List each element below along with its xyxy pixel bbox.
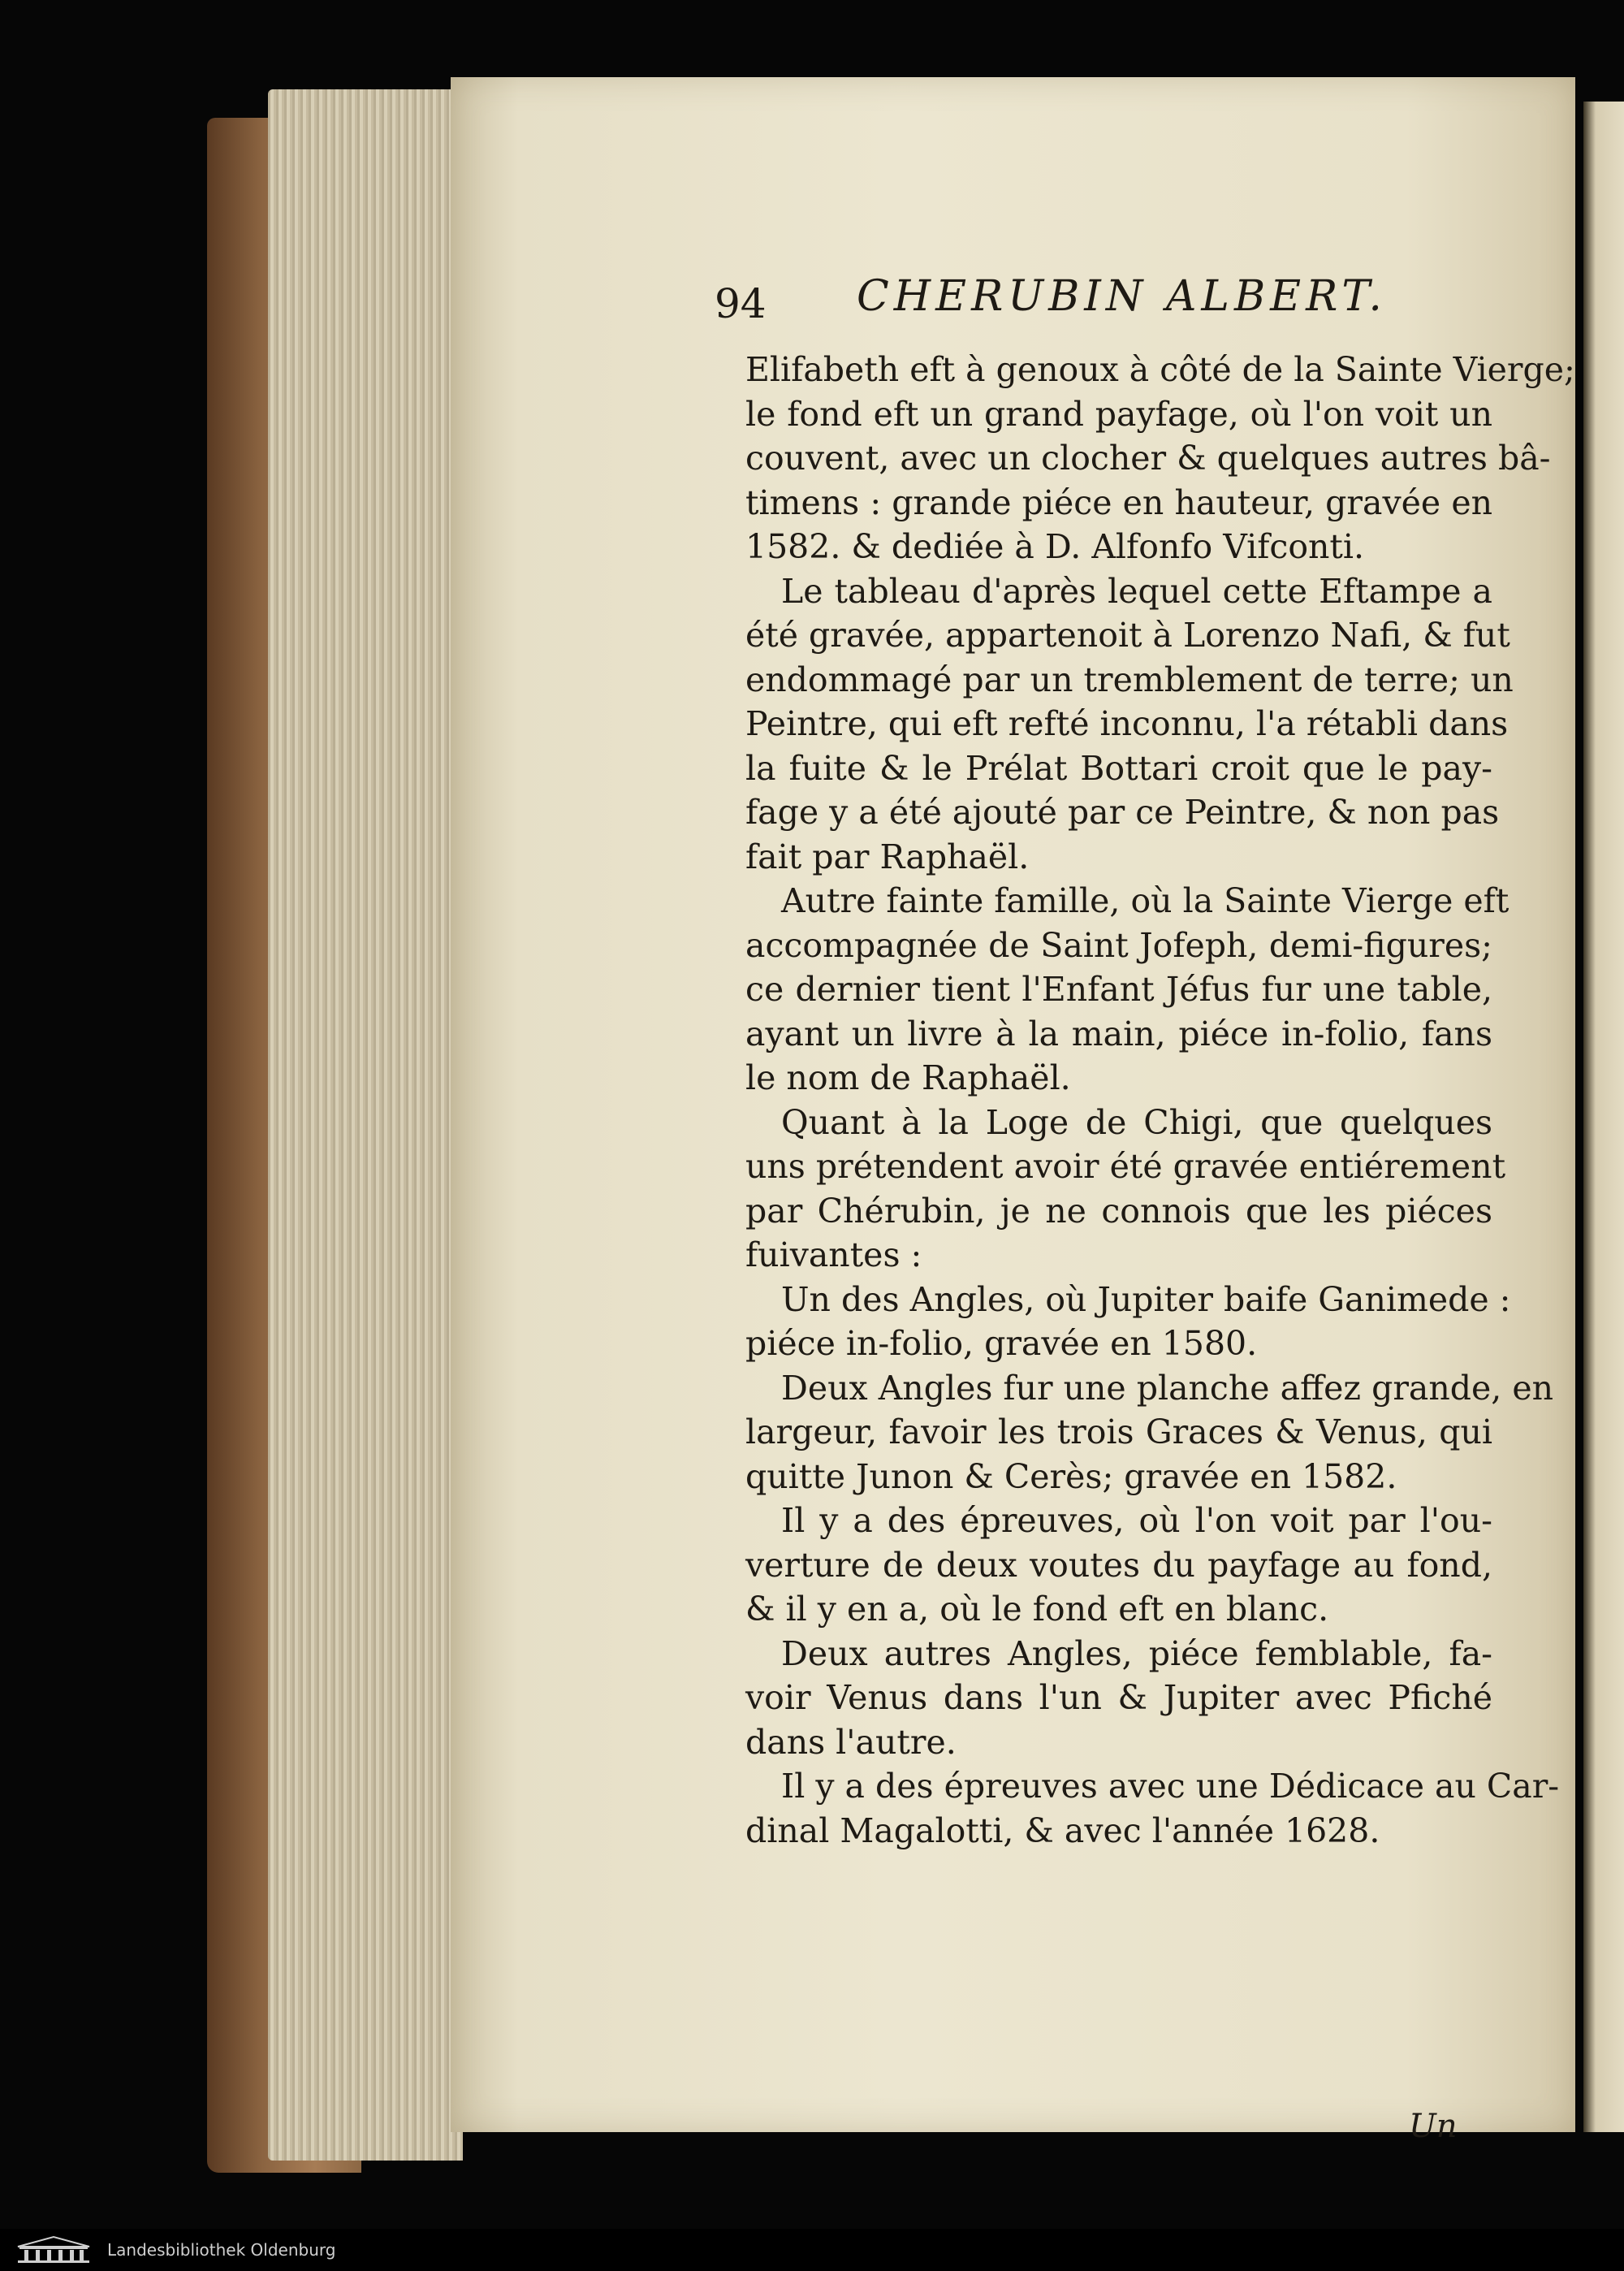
catchword: Un: [1409, 2108, 1458, 2145]
text-line: piéce in-folio, gravée en 1580.: [745, 1324, 1258, 1363]
text-line: uns prétendent avoir été gravée entiérement: [745, 1147, 1506, 1186]
text-line: Il y a des épreuves avec une Dédicace au Car-: [781, 1767, 1560, 1806]
text-line: le fond eft un grand payfage, où l'on voit un: [745, 394, 1492, 434]
text-line: le nom de Raphaël.: [745, 1058, 1071, 1097]
text-line: Autre fainte famille, où la Sainte Vierge eft: [781, 881, 1510, 920]
text-line: 1582. & dediée à D. Alfonfo Vifconti.: [745, 527, 1365, 566]
text-line: par Chérubin, je ne connois que les piéces: [745, 1191, 1492, 1231]
text-line: Quant à la Loge de Chigi, que quelques: [781, 1102, 1492, 1142]
text-line: largeur, favoir les trois Graces & Venus, qui: [745, 1412, 1492, 1451]
library-building-icon: [15, 2235, 93, 2265]
text-line: Peintre, qui eft refté inconnu, l'a rétabli dans: [745, 704, 1509, 743]
text-line: verture de deux voutes du payfage au fond,: [745, 1545, 1492, 1585]
footer-bar: [0, 2229, 1624, 2271]
text-line: Le tableau d'après lequel cette Eftampe a: [781, 571, 1492, 611]
text-line: timens : grande piéce en hauteur, gravée en: [745, 482, 1492, 522]
text-line: dinal Magalotti, & avec l'année 1628.: [745, 1810, 1380, 1850]
text-line: endommagé par un tremblement de terre; un: [745, 660, 1514, 699]
text-line: la fuite & le Prélat Bottari croit que le pay-: [745, 748, 1492, 788]
text-line: Un des Angles, où Jupiter baife Ganimede :: [781, 1279, 1511, 1319]
page-number: 94: [715, 280, 767, 327]
text-line: dans l'autre.: [745, 1722, 957, 1762]
page-edges: [268, 89, 463, 2161]
text-line: accompagnée de Saint Jofeph, demi-figures;: [745, 925, 1492, 965]
text-line: fuivantes :: [745, 1235, 922, 1274]
text-line: couvent, avec un clocher & quelques autres bâ-: [745, 439, 1551, 478]
text-line: ce dernier tient l'Enfant Jéfus fur une table,: [745, 970, 1492, 1009]
text-line: Il y a des épreuves, où l'on voit par l'ou-: [781, 1501, 1492, 1540]
text-line: voir Venus dans l'un & Jupiter avec Pfiché: [745, 1678, 1492, 1717]
running-title: CHERUBIN ALBERT.: [857, 272, 1387, 321]
text-line: été gravée, appartenoit à Lorenzo Nafi, & fut: [745, 616, 1510, 655]
text-line: fage y a été ajouté par ce Peintre, & non pas: [745, 793, 1500, 832]
text-line: quitte Junon & Cerès; gravée en 1582.: [745, 1456, 1397, 1496]
text-line: Elifabeth eft à genoux à côté de la Sainte Vierge;: [745, 350, 1575, 389]
page-header: [715, 272, 1527, 337]
text-line: Deux Angles fur une planche affez grande, en: [781, 1368, 1554, 1408]
text-line: fait par Raphaël.: [745, 837, 1030, 876]
text-line: & il y en a, où le fond eft en blanc.: [745, 1590, 1329, 1629]
text-line: ayant un livre à la main, piéce in-folio, fans: [745, 1014, 1492, 1053]
library-name: Landesbibliothek Oldenburg: [107, 2240, 336, 2260]
body-text: [745, 348, 1575, 1853]
facing-page-edge: [1583, 102, 1624, 2132]
text-line: Deux autres Angles, piéce femblable, fa-: [781, 1633, 1492, 1673]
